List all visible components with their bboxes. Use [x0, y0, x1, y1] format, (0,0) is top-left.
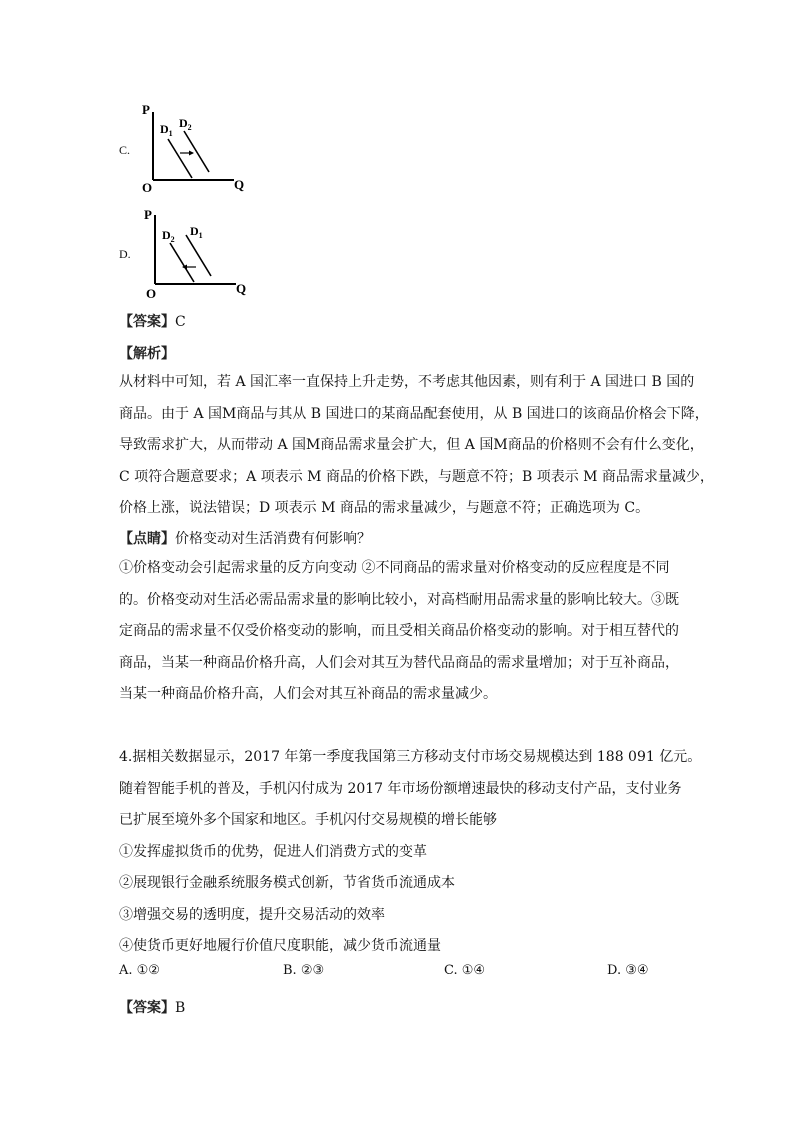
point-paragraph: [119, 553, 679, 711]
answer-tag: 【答案】: [119, 1000, 175, 1016]
choices-row: [119, 963, 679, 987]
point-line: 的。价格变动对生活必需品需求量的影响比较小，对高档耐用品需求量的影响比较大。③既: [119, 591, 679, 608]
question-line: 随着智能手机的普及，手机闪付成为 2017 年市场份额增速最快的移动支付产品，支付业务: [119, 780, 682, 797]
option-d-label: D.: [119, 247, 131, 261]
statement-1: ①发挥虚拟货币的优势，促进人们消费方式的变革: [119, 843, 427, 860]
question-line: 已扩展至境外多个国家和地区。手机闪付交易规模的增长能够: [119, 812, 497, 828]
curve-right: [186, 235, 211, 276]
choice-a[interactable]: A. ①②: [119, 963, 160, 978]
analysis-tag: 【解析】: [119, 346, 175, 362]
right-curve-label: $D_1$: [190, 224, 203, 240]
q-axis-label: Q: [234, 177, 245, 192]
graph-c: [136, 100, 256, 196]
left-curve-label: $D_1$: [160, 122, 173, 138]
curve-left: [170, 243, 194, 282]
analysis-line: C 项符合题意要求；A 项表示 M 商品的价格下跌，与题意不符；B 项表示 M 商品需求量减少，: [119, 468, 714, 485]
statement-2: ②展现银行金融系统服务模式创新，节省货币流通成本: [119, 875, 455, 891]
q-axis-label: Q: [236, 281, 247, 296]
p-axis-label: P: [142, 102, 150, 117]
answer-line-2: [119, 997, 185, 1017]
option-c-label: C.: [119, 143, 131, 157]
curve-left: [168, 139, 192, 178]
point-line: 当某一种商品价格升高，人们会对其互补商品的需求量减少。: [119, 686, 497, 702]
statement-3: ③增强交易的透明度，提升交易活动的效率: [119, 906, 385, 923]
question-4: [119, 742, 702, 963]
choice-c[interactable]: C. ①④: [444, 963, 486, 978]
answer-tag: 【答案】: [119, 314, 175, 330]
answer-value: B: [175, 1000, 186, 1016]
question-line: 4.据相关数据显示，2017 年第一季度我国第三方移动支付市场交易规模达到 188 091 亿元。: [119, 749, 702, 765]
choice-b[interactable]: B. ②③: [283, 963, 325, 978]
left-curve-label: $D_2$: [162, 228, 175, 244]
choice-d[interactable]: D. ③④: [607, 963, 649, 978]
point-line: 定商品的需求量不仅受价格变动的影响，而且受相关商品价格变动的影响。对于相互替代的: [119, 623, 679, 639]
point-tag: 【点睛】: [119, 531, 175, 547]
analysis-line: 价格上涨，说法错误；D 项表示 M 商品的需求量减少，与题意不符；正确选项为 C。: [119, 500, 650, 516]
analysis-line: 导致需求扩大，从而带动 A 国M商品需求量会扩大，但 A 国M商品的价格则不会有什么变化，: [119, 437, 704, 453]
origin-label: O: [146, 286, 157, 300]
graph-d: [136, 205, 256, 304]
point-line: ①价格变动会引起需求量的反方向变动 ②不同商品的需求量对价格变动的反应程度是不同: [119, 560, 670, 576]
statement-4: ④使货币更好地履行价值尺度职能，减少货币流通量: [119, 938, 441, 954]
point-line: 商品，当某一种商品价格升高，人们会对其互为替代品商品的需求量增加；对于互补商品，: [119, 654, 679, 671]
p-axis-label: P: [144, 207, 152, 222]
point-question: 价格变动对生活消费有何影响？: [175, 531, 371, 547]
analysis-paragraph: [119, 367, 714, 525]
analysis-heading: [119, 343, 175, 363]
right-curve-label: $D_2$: [179, 116, 192, 132]
answer-value: C: [175, 314, 186, 330]
curve-right: [184, 131, 209, 172]
answer-line-1: [119, 311, 186, 331]
point-heading: [119, 528, 371, 548]
analysis-line: 从材料中可知，若 A 国汇率一直保持上升走势，不考虑其他因素，则有利于 A 国进口 B 国的: [119, 374, 695, 390]
origin-label: O: [142, 180, 153, 192]
analysis-line: 商品。由于 A 国M商品与其从 B 国进口的某商品配套使用，从 B 国进口的该商品价格会下降，: [119, 405, 709, 422]
